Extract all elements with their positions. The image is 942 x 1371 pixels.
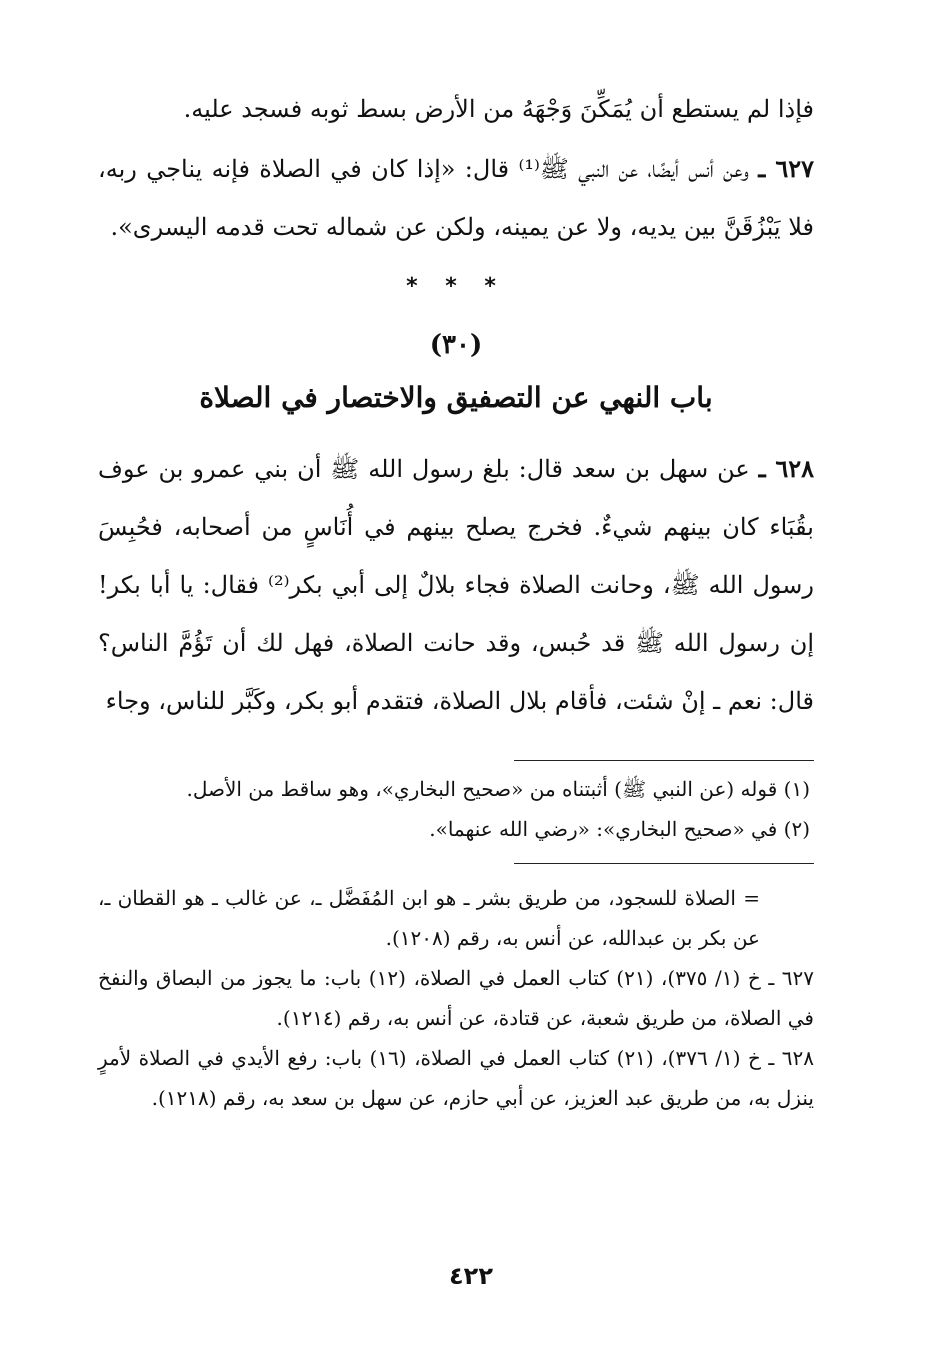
- hadith-628-text: عن سهل بن سعد قال: بلغ رسول الله ﷺ أن بني عمرو بن عوف بقُبَاء كان بينهم شيءٌ. فخرج يصلح بينهم في أُنَاسٍ من أصحابه، فحُبِسَ رسول الله ﷺ، وحانت الصلاة فجاء بلالٌ إلى أبي بكر⁽²⁾ فقال: يا أبا بكر! إن رسول الله ﷺ قد حُبس، وقد حانت الصلاة، فهل لك أن تَؤُمَّ الناس؟ قال: نعم ـ إنْ شئت، فأقام بلال الصلاة، فتقدم أبو بكر، وكَبَّر للناس، وجاء: [98, 455, 814, 715]
- source-628: ٦٢٨ ـ خ (١/ ٣٧٦)، (٢١) كتاب العمل في الصلاة، (١٦) باب: رفع الأيدي في الصلاة لأمرٍ ينزل به، من طريق عبد العزيز، عن أبي حازم، عن سهل بن سعد به، رقم (١٢١٨).: [98, 1046, 814, 1110]
- previous-hadith-ending: فإذا لم يستطع أن يُمَكِّنَ وَجْهَهُ من الأرض بسط ثوبه فسجد عليه.: [183, 95, 814, 123]
- hadith-628-number: ٦٢٨ ـ: [758, 454, 814, 483]
- page-number: ٤٢٢: [449, 1262, 493, 1290]
- hadith-627: [98, 140, 814, 256]
- chapter-number: (٣٠): [429, 330, 483, 360]
- hadith-627-number: ٦٢٧ ـ: [758, 154, 814, 183]
- page-body: [98, 80, 814, 1118]
- source-continued: = الصلاة للسجود، من طريق بشر ـ هو ابن المُفَضَّل ـ، عن غالب ـ هو القطان ـ، عن بكر بن عبدالله، عن أنس به، رقم (١٢٠٨).: [98, 886, 760, 950]
- section-separator: * * *: [406, 274, 506, 299]
- sources-divider: [514, 863, 814, 864]
- hadith-628: [98, 440, 814, 730]
- chapter-title: باب النهي عن التصفيق والاختصار في الصلاة: [199, 381, 713, 414]
- source-627: ٦٢٧ ـ خ (١/ ٣٧٥)، (٢١) كتاب العمل في الصلاة، (١٢) باب: ما يجوز من البصاق والنفخ في الصلاة، من طريق شعبة، عن قتادة، عن أنس به، رقم (١٢١٤).: [98, 966, 814, 1030]
- footnote-2: (٢) في «صحيح البخاري»: «رضي الله عنهما».: [429, 817, 810, 841]
- footnote-divider: [514, 760, 814, 761]
- footnote-1: (١) قوله (عن النبي ﷺ) أثبتناه من «صحيح البخاري»، وهو ساقط من الأصل.: [186, 777, 810, 801]
- hadith-627-text: وعن أنس أيضًا، عن النبي ﷺ⁽¹⁾ قال: «إذا كان في الصلاة فإنه يناجي ربه، فلا يَبْزُقَنَّ بين يديه، ولا عن يمينه، ولكن عن شماله تحت قدمه اليسرى».: [98, 155, 814, 241]
